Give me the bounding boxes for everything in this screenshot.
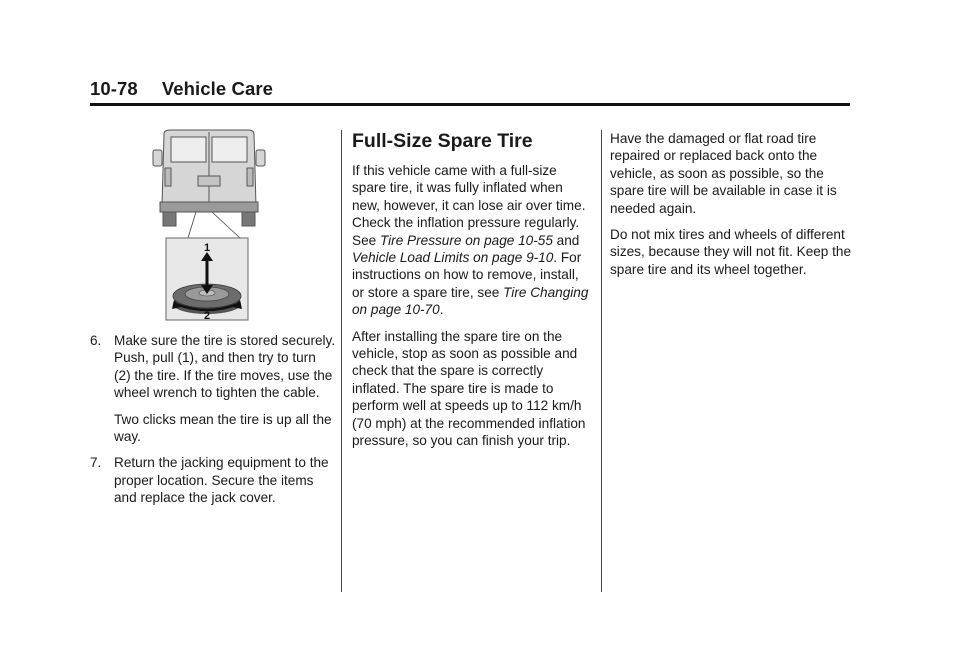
spare-tire-illustration — [150, 128, 268, 324]
van-rear-illustration — [153, 130, 265, 226]
text-run: and — [552, 232, 580, 248]
step-6 — [90, 332, 336, 445]
paragraph-repair: Have the damaged or flat road tire repaired or replaced back onto the vehicle, as soon as possible, so the spare tire will be available in case it is needed again. — [610, 131, 837, 216]
section-title: Vehicle Care — [161, 78, 274, 99]
step-text: Return the jacking equipment to the proper location. Secure the items and replace the jack cover. — [114, 455, 329, 506]
page-number: 10-78 — [90, 78, 138, 99]
paragraph-after-install: After installing the spare tire on the vehicle, stop as soon as possible and check that the spare is correctly inflated. The spare tire is made to perform well at speeds up to 112 km/h (70 mph) at the recommended inflation pressure, so you can finish your trip. — [352, 328, 586, 449]
step-number: 7. — [90, 455, 102, 471]
xref-tire-pressure[interactable]: Tire Pressure on page 10-55 — [379, 232, 553, 248]
section-heading: Full-Size Spare Tire — [352, 130, 533, 152]
header-rule — [90, 103, 850, 106]
text-run: If this vehicle came with a full-size spare tire, it was fully inflated when new, however, it can lose air over time. Check the inflation pressure regularly. See — [352, 163, 586, 248]
step-subtext: Two clicks mean the tire is up all the way. — [114, 411, 332, 445]
column-divider — [601, 130, 602, 592]
middle-column — [352, 130, 592, 459]
step-number: 6. — [90, 333, 102, 348]
step-7 — [90, 454, 336, 506]
text-run: . For instructions on how to remove, install, or store a spare tire, see — [352, 250, 582, 300]
callout-2-label: 2 — [203, 310, 211, 322]
right-column — [610, 130, 852, 287]
callout-1-label: 1 — [203, 242, 211, 254]
left-column — [90, 332, 336, 516]
paragraph-inflation — [352, 162, 592, 319]
xref-vehicle-load-limits[interactable]: Vehicle Load Limits on page 9-10 — [352, 250, 554, 266]
text-run: . — [439, 302, 444, 318]
paragraph-do-not-mix: Do not mix tires and wheels of different sizes, because they will not fit. Keep the spare tire and its wheel together. — [610, 227, 852, 277]
column-divider — [341, 130, 342, 592]
page-header — [90, 78, 850, 100]
step-text: Make sure the tire is stored securely. Push, pull (1), and then try to turn (2) the tire. If the tire moves, use the wheel wrench to tighten the cable. — [114, 333, 336, 401]
xref-tire-changing[interactable]: Tire Changing on page 10-70 — [352, 284, 589, 318]
